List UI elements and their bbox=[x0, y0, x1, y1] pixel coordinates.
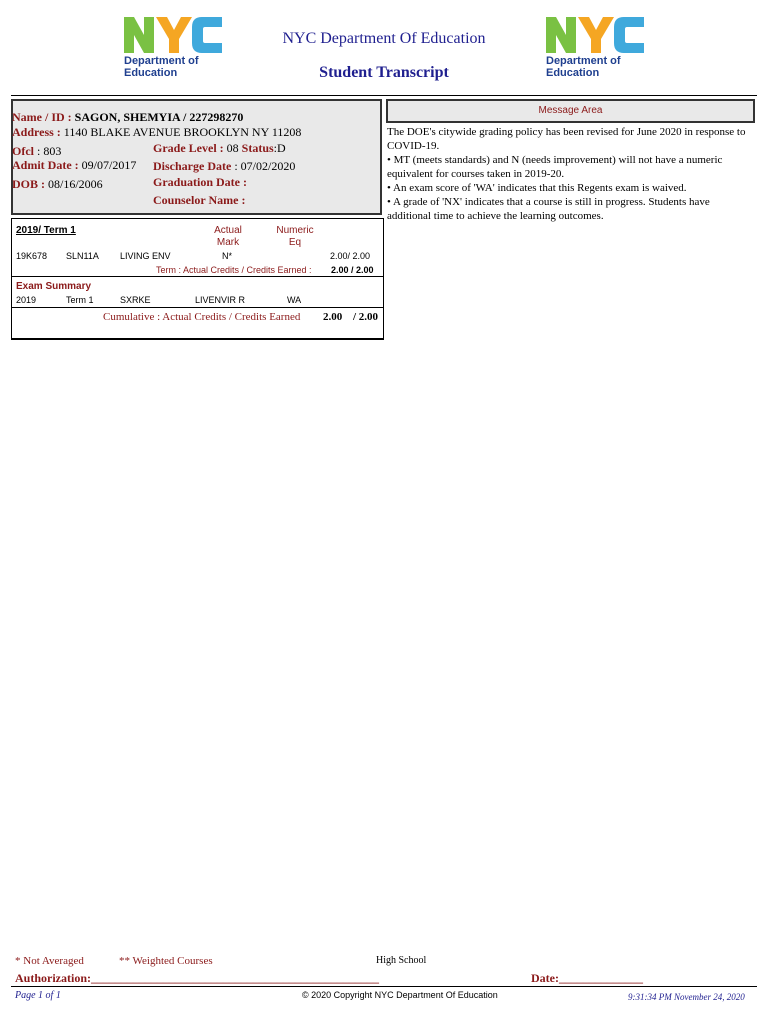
exam-code: SXRKE bbox=[120, 295, 151, 305]
ofcl-label: Ofcl bbox=[12, 144, 34, 158]
grade-level-value: 08 bbox=[226, 141, 239, 155]
school-type: High School bbox=[376, 955, 427, 966]
cumulative-credits-label: Cumulative : Actual Credits / Credits Earned bbox=[103, 311, 301, 323]
message-area-body bbox=[387, 125, 755, 223]
print-timestamp: 9:31:34 PM November 24, 2020 bbox=[628, 992, 745, 1002]
message-line: • A grade of 'NX' indicates that a course is still in progress. Students have additional time to achieve the learning outcomes. bbox=[387, 196, 710, 222]
course-name: LIVING ENV bbox=[120, 251, 171, 261]
message-line: • An exam score of 'WA' indicates that this Regents exam is waived. bbox=[387, 182, 687, 194]
course-school-code: 19K678 bbox=[16, 251, 48, 261]
document-title: Student Transcript bbox=[319, 64, 449, 81]
discharge-date-label: Discharge Date bbox=[153, 159, 232, 173]
name-id-label: Name / ID : bbox=[12, 110, 72, 124]
logo-text: Department of Education bbox=[546, 55, 621, 79]
term-title: 2019/ Term 1 bbox=[16, 225, 76, 236]
dob-field bbox=[12, 177, 103, 192]
discharge-date-field bbox=[153, 159, 295, 174]
counselor-name-label: Counselor Name : bbox=[153, 193, 246, 207]
exam-summary-title: Exam Summary bbox=[16, 281, 92, 292]
course-mark: N* bbox=[222, 251, 233, 261]
term-divider bbox=[12, 276, 383, 277]
term-credits-value: 2.00 / 2.00 bbox=[331, 265, 374, 275]
term-credits-label: Term : Actual Credits / Credits Earned : bbox=[156, 265, 312, 275]
admit-date-field bbox=[12, 158, 136, 173]
exam-term: Term 1 bbox=[66, 295, 94, 305]
name-id-field bbox=[12, 110, 243, 125]
header-rule bbox=[11, 95, 757, 96]
course-credits: 2.00/ 2.00 bbox=[330, 251, 371, 261]
message-line: • MT (meets standards) and N (needs improvement) will not have a numeric equivalent for courses taken in 2019-20. bbox=[387, 154, 723, 180]
graduation-date-field bbox=[153, 175, 247, 190]
copyright: © 2020 Copyright NYC Department Of Education bbox=[302, 990, 498, 1000]
dob-label: DOB : bbox=[12, 177, 45, 191]
admit-date-value: 09/07/2017 bbox=[81, 158, 137, 172]
authorization-line: Authorization:________________________________________________ bbox=[15, 971, 379, 985]
status-label: Status bbox=[241, 141, 274, 155]
grade-status-field bbox=[153, 141, 286, 156]
graduation-date-label: Graduation Date : bbox=[153, 175, 247, 189]
not-averaged-note: * Not Averaged bbox=[15, 955, 84, 967]
numeric-eq-header: Numeric Eq bbox=[276, 225, 314, 248]
address-label: Address : bbox=[12, 125, 61, 139]
actual-mark-header: Actual Mark bbox=[214, 225, 242, 248]
page-number: Page 1 of 1 bbox=[15, 990, 61, 1001]
exam-divider bbox=[12, 307, 383, 308]
ofcl-field bbox=[12, 144, 61, 159]
discharge-date-value: : 07/02/2020 bbox=[234, 159, 296, 173]
admit-date-label: Admit Date : bbox=[12, 158, 79, 172]
course-code: SLN11A bbox=[66, 251, 99, 261]
message-area-heading: Message Area bbox=[386, 99, 755, 123]
counselor-field bbox=[153, 193, 245, 208]
exam-year: 2019 bbox=[16, 295, 37, 305]
grade-level-label: Grade Level : bbox=[153, 141, 224, 155]
dob-value: 08/16/2006 bbox=[48, 177, 103, 191]
exam-name: LIVENVIR R bbox=[195, 295, 246, 305]
logo-text: Department of Education bbox=[124, 55, 199, 79]
exam-score: WA bbox=[287, 295, 302, 305]
address-value: 1140 BLAKE AVENUE BROOKLYN NY 11208 bbox=[63, 125, 302, 139]
footer-rule bbox=[11, 986, 757, 987]
weighted-courses-note: ** Weighted Courses bbox=[119, 955, 213, 967]
ofcl-value: : 803 bbox=[37, 144, 62, 158]
message-line: The DOE's citywide grading policy has been revised for June 2020 in response to COVID-19. bbox=[387, 126, 746, 152]
name-id-value: SAGON, SHEMYIA / 227298270 bbox=[74, 110, 244, 124]
cumulative-earned-credits: / 2.00 bbox=[353, 311, 379, 323]
date-line: Date:______________ bbox=[531, 971, 643, 985]
cumulative-actual-credits: 2.00 bbox=[323, 311, 343, 323]
status-value: :D bbox=[273, 141, 286, 155]
address-field bbox=[12, 125, 301, 140]
org-title: NYC Department Of Education bbox=[282, 30, 486, 47]
